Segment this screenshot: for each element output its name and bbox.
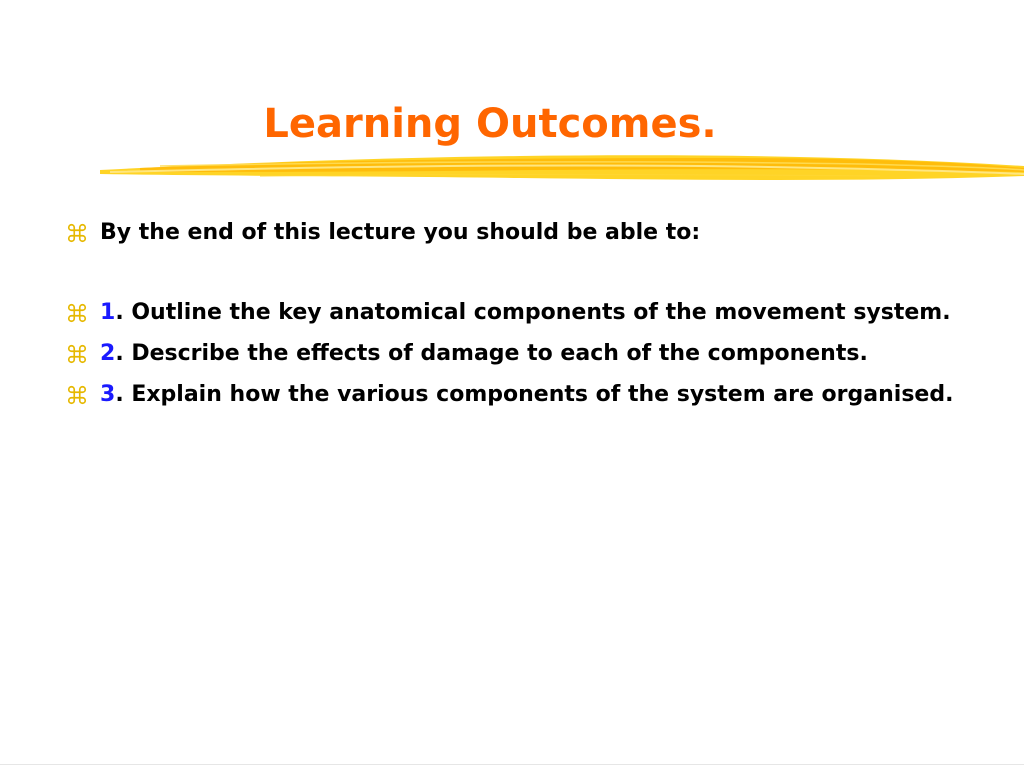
footer-divider bbox=[0, 764, 1024, 765]
outcome-text: . Explain how the various components of the system are organised. bbox=[115, 382, 954, 407]
intro-bullet bbox=[62, 216, 956, 250]
outcome-number: 2 bbox=[100, 341, 116, 366]
command-icon bbox=[66, 384, 88, 406]
outcome-text: . Describe the effects of damage to each of the components. bbox=[115, 341, 868, 366]
command-icon bbox=[66, 302, 88, 324]
outcome-text: . Outline the key anatomical components of the movement system. bbox=[115, 300, 951, 325]
brush-underline bbox=[100, 146, 1024, 192]
command-icon bbox=[66, 222, 88, 244]
outcome-item-1 bbox=[62, 296, 956, 330]
outcome-item-2 bbox=[62, 337, 956, 371]
intro-text: By the end of this lecture you should be able to: bbox=[100, 220, 701, 245]
outcome-item-3 bbox=[62, 378, 956, 412]
slide-title: Learning Outcomes. bbox=[263, 101, 717, 147]
outcome-number: 3 bbox=[100, 382, 116, 407]
bullet-list bbox=[62, 216, 956, 419]
command-icon bbox=[66, 343, 88, 365]
outcome-number: 1 bbox=[100, 300, 116, 325]
